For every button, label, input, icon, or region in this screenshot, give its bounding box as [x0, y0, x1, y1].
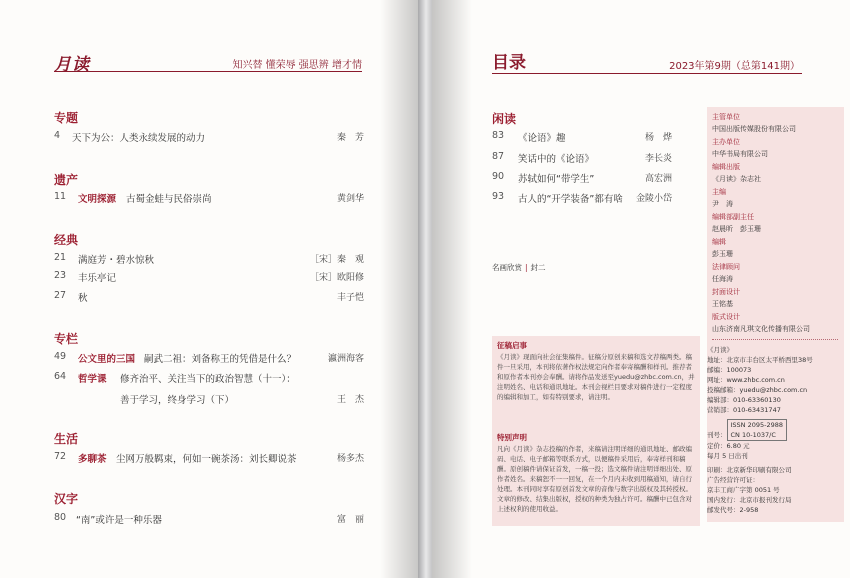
article-author: 金陵小岱: [635, 194, 672, 204]
article-title: 古人的“开学装备”都有啥: [518, 194, 623, 205]
pub-ad-license-no: 京丰工商广字第 0051 号: [707, 486, 780, 494]
article-title: 嗣武二祖：刘备称王的凭借是什么？: [144, 354, 297, 365]
article-author: 李长炎: [644, 154, 672, 164]
page-number: 87: [492, 151, 505, 162]
article-title: 天下为公：人类永续发展的动力: [72, 133, 206, 144]
cover-art-note: [492, 262, 546, 273]
credit-value: 王铭基: [712, 300, 733, 308]
article-title: 秋: [78, 293, 88, 304]
column-tag: 文明探源: [78, 194, 117, 205]
section-title: 专题: [54, 111, 79, 125]
article-title: 古蜀金蛙与民俗崇尚: [126, 194, 212, 205]
section-title: 遗产: [54, 173, 79, 187]
section-title: 汉字: [54, 492, 79, 506]
article-author: 王 杰: [336, 395, 364, 405]
page-number: 72: [54, 451, 67, 462]
page-number: 80: [54, 512, 67, 523]
pub-website: 网址：www.zhbc.com.cn: [707, 376, 785, 384]
article-title: 笑话中的《论语》: [518, 154, 595, 165]
notice-heading: 特别声明: [497, 433, 527, 442]
page-number: 4: [54, 130, 61, 141]
cn-number: CN 10-1037/C: [730, 431, 776, 439]
page-number: 83: [492, 130, 505, 141]
page-number: 90: [492, 171, 505, 182]
credit-label: 封面设计: [712, 288, 740, 296]
section-title: 生活: [54, 432, 79, 446]
toc-row[interactable]: [54, 351, 364, 365]
column-tag: 哲学课: [78, 374, 107, 385]
page-number: 27: [54, 290, 67, 301]
page-number: 49: [54, 351, 67, 362]
article-title: 《论语》趣: [518, 133, 566, 144]
issn: ISSN 2095-2988: [730, 421, 784, 429]
article-author: ［宋］秦 观: [309, 255, 364, 265]
credit-label: 主管单位: [712, 113, 740, 121]
cover-separator: |: [525, 263, 528, 272]
article-title: 修齐治平、关注当下的政治智慧（十一）：: [120, 374, 296, 385]
page-number: 93: [492, 191, 505, 202]
article-author: ［宋］欧阳修: [309, 273, 364, 283]
credit-value: 《月读》杂志社: [712, 175, 761, 183]
pub-address: 地址：北京市丰台区太平桥西里38号: [707, 356, 813, 364]
toc-row[interactable]: [54, 512, 364, 526]
article-title: “南”或许是一种乐器: [76, 515, 162, 526]
credit-label: 主办单位: [712, 138, 740, 146]
issn-box: [727, 419, 788, 441]
credit-label: 编辑: [712, 238, 726, 246]
pub-price: 定价：6.80 元: [707, 442, 750, 450]
notice-body: 《月读》现面向社会征集稿件。征稿分原创来稿和选文荐稿两类。稿件一旦采用，本刊将依著作权法规定向作者奉寄稿酬和样刊。推荐者和原作者本刊亦会奉酬。请将作品发送至yuedu@zhbc.com.cn，并注明姓名、电话和通讯地址。本刊会视栏目要求对稿件进行一定程度的编辑和加工，如有特别要求，请注明。: [497, 353, 695, 401]
issn-label: 刊号：: [707, 431, 727, 439]
credit-label: 版式设计: [712, 313, 740, 321]
toc-row[interactable]: [54, 371, 364, 385]
notice-heading: 征稿启事: [497, 341, 527, 350]
article-title: 丰乐亭记: [78, 273, 117, 284]
pub-editorial-phone: 编辑部：010-63360130: [707, 396, 781, 404]
header-rule: [492, 73, 802, 74]
toc-row[interactable]: [492, 171, 672, 185]
section-title: 经典: [54, 233, 79, 247]
toc-row[interactable]: [492, 191, 672, 205]
column-tag: 公文里的三国: [78, 354, 136, 365]
article-author: 黄剑华: [336, 194, 364, 204]
toc-row[interactable]: [54, 191, 364, 205]
section-title: 闲读: [492, 112, 517, 126]
credit-value: 任海涛: [712, 275, 733, 283]
pub-name: 《月读》: [707, 346, 733, 354]
pub-postal-code: 邮发代号：2-958: [707, 506, 759, 514]
notice-body: 凡向《月读》杂志投稿的作者，来稿请注明详细的通讯地址、邮政编码、电话、电子邮箱等联系方式，以便稿件采用后，奉寄样刊和稿酬。原创稿件请保证首发，一稿一投；选文稿件请注明详细出处、原作者姓名。来稿恕不一一回复，在一个月内未收到用稿通知，请自行处理。本刊同时享有原创首发文章的音像与数字出版权及其转授权。文章的修改、结集出版权，授权的种类为独占许可。稿酬中已包含对上述权利的使用收益。: [497, 445, 692, 513]
article-author: 高宏洲: [644, 174, 672, 184]
credit-value: 赵晨昕 彭玉珊: [712, 225, 761, 233]
pub-ad-license: 广告经营许可证：: [707, 476, 759, 484]
gutter-shadow: [432, 0, 472, 578]
credit-value: 中华书局有限公司: [712, 150, 768, 158]
credit-label: 主编: [712, 188, 726, 196]
divider: [712, 339, 838, 340]
pub-printer: 印刷：北京新华印刷有限公司: [707, 466, 792, 474]
article-title: 满庭芳・碧水惊秋: [78, 255, 155, 266]
credit-value: 尹 涛: [712, 200, 733, 208]
issue-number: 2023年第9期（总第141期）: [669, 61, 800, 72]
toc-title: 目录: [492, 53, 526, 73]
page-number: 64: [54, 371, 67, 382]
pub-postcode: 邮编：100073: [707, 366, 752, 374]
toc-row[interactable]: [54, 270, 364, 284]
left-page: [0, 0, 420, 578]
article-title: 苏轼如何“带学生”: [518, 174, 595, 185]
article-author: 富 丽: [336, 515, 364, 525]
toc-row[interactable]: [54, 130, 364, 144]
magazine-logo: 月读: [54, 55, 90, 75]
page-number: 23: [54, 270, 67, 281]
right-page: [432, 0, 850, 578]
header-rule: [54, 71, 362, 72]
page-number: 21: [54, 252, 67, 263]
header-tagline: 知兴替 懂荣辱 强思辨 增才情: [232, 60, 362, 71]
credit-value: 彭玉珊: [712, 250, 733, 258]
article-author: 杨 烨: [644, 133, 672, 143]
pub-marketing-phone: 营销部：010-63431747: [707, 406, 781, 414]
article-author: 瀛洲海客: [327, 354, 364, 364]
credit-label: 法律顾问: [712, 263, 740, 271]
article-author: 杨多杰: [336, 454, 364, 464]
notice-box: [492, 336, 700, 526]
publication-info: [707, 345, 813, 515]
toc-row[interactable]: [492, 151, 672, 165]
gutter-shadow: [380, 0, 420, 578]
toc-row[interactable]: [54, 290, 364, 304]
credit-value: 山东济南凡琪文化传播有限公司: [712, 325, 810, 333]
article-author: 丰子恺: [336, 293, 364, 303]
cover-label: 名画欣赏: [492, 263, 522, 272]
section-title: 专栏: [54, 332, 79, 346]
pub-distribution: 国内发行：北京市报刊发行局: [707, 496, 792, 504]
toc-row[interactable]: [54, 252, 364, 266]
credit-label: 编辑部副主任: [712, 213, 754, 221]
toc-row[interactable]: [492, 130, 672, 144]
toc-row[interactable]: [54, 451, 364, 465]
article-title: 尘网万般羁束，何如一碗茶汤：刘长卿说茶: [116, 454, 297, 465]
credit-label: 编辑出版: [712, 163, 740, 171]
credit-value: 中国出版传媒股份有限公司: [712, 125, 796, 133]
article-author: 秦 芳: [336, 133, 364, 143]
article-title: 善于学习，终身学习（下）: [120, 395, 235, 406]
pub-email: 投稿邮箱：yuedu@zhbc.com.cn: [707, 386, 808, 394]
toc-row[interactable]: [54, 392, 364, 406]
cover-value: 封二: [530, 263, 546, 272]
pub-date: 每月 5 日出刊: [707, 452, 748, 460]
page-number: 11: [54, 191, 67, 202]
column-tag: 多聊茶: [78, 454, 107, 465]
